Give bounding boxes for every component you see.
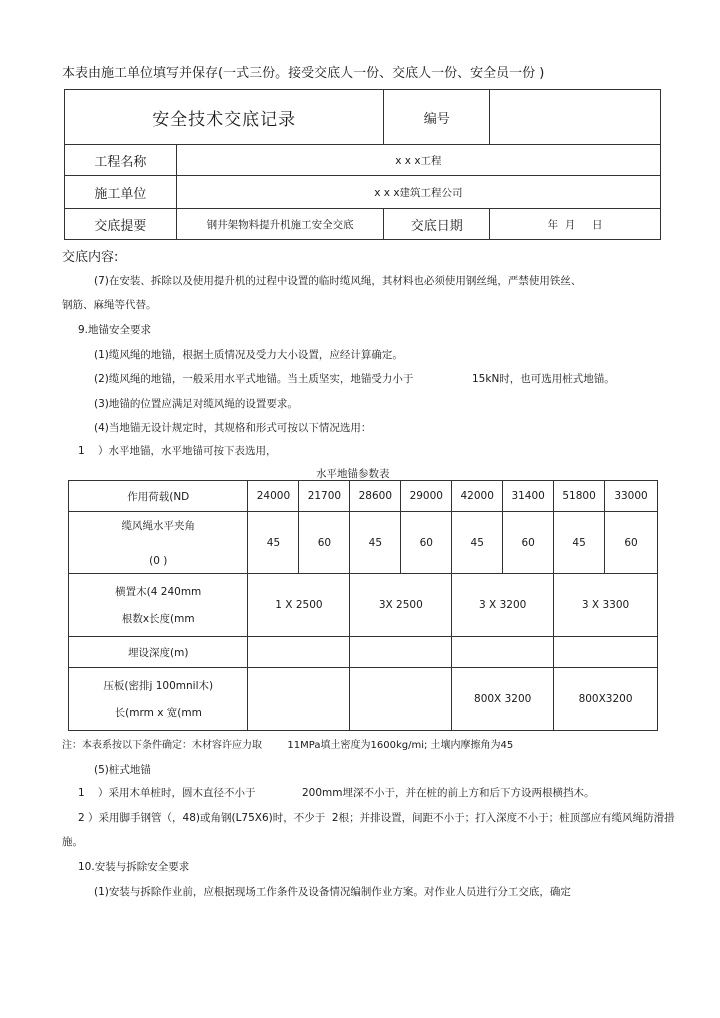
header-table xyxy=(64,89,661,240)
table-row xyxy=(69,481,658,512)
section-10-item-1: (1)安装与拆除作业前，应根据现场工作条件及设备情况编制作业方案。对作业人员进行分工交底，确定 xyxy=(94,886,571,898)
load-cell: 42000 xyxy=(452,481,503,512)
table-row xyxy=(69,574,658,637)
form-title: 安全技术交底记录 xyxy=(65,90,384,145)
plate-cell: 800X 3200 xyxy=(452,668,554,731)
depth-cell xyxy=(248,637,350,668)
load-cell: 21700 xyxy=(299,481,350,512)
angle-label-line2: (0 ) xyxy=(149,555,168,567)
angle-cell: 60 xyxy=(299,512,350,574)
section-9-item-3: (3)地锚的位置应满足对缆风绳的设置要求。 xyxy=(94,398,298,410)
angle-cell: 45 xyxy=(452,512,503,574)
load-cell: 51800 xyxy=(554,481,605,512)
section-9-item-4-1: 1 ）水平地锚，水平地锚可按下表选用， xyxy=(78,445,277,457)
table-row xyxy=(69,512,658,574)
depth-cell xyxy=(452,637,554,668)
anchor-parameter-table xyxy=(68,480,658,731)
summary-value: 钢井架物料提升机施工安全交底 xyxy=(176,209,384,240)
timber-cell: 1 X 2500 xyxy=(248,574,350,637)
load-cell: 31400 xyxy=(503,481,554,512)
timber-cell: 3 X 3200 xyxy=(452,574,554,637)
table-row xyxy=(69,668,658,731)
plate-label-line1: 压板(密排j 100mnil木) xyxy=(103,680,214,692)
number-value xyxy=(490,90,661,145)
plate-cell: 800X3200 xyxy=(554,668,658,731)
angle-cell: 60 xyxy=(605,512,658,574)
load-cell: 29000 xyxy=(401,481,452,512)
section-10-heading: 10.安装与拆除安全要求 xyxy=(78,861,190,873)
unit-label: 施工单位 xyxy=(65,176,177,209)
load-cell: 28600 xyxy=(350,481,401,512)
section-5-item-2-line1: 2 ）采用脚手钢管（，48)或角钢(L75X6)时，不少于 2根；并排设置，间距不小于；打入深度不小于；桩顶部应有缆风绳防滑措 xyxy=(78,812,675,824)
date-value: 年 月 日 xyxy=(490,209,661,240)
angle-cell: 60 xyxy=(503,512,554,574)
plate-label-line2: 长(mrm x 宽(mm xyxy=(114,707,202,719)
timber-label-line1: 横置木(4 240mm xyxy=(115,586,202,598)
load-label: 作用荷载(ND xyxy=(69,481,248,512)
timber-label-line2: 根数x长度(mm xyxy=(121,613,195,625)
table-caption: 水平地锚参数表 xyxy=(316,468,390,480)
unit-value: x x x建筑工程公司 xyxy=(176,176,660,209)
depth-cell xyxy=(554,637,658,668)
table-row xyxy=(69,637,658,668)
load-cell: 24000 xyxy=(248,481,299,512)
section-5-heading: (5)桩式地锚 xyxy=(94,764,151,776)
plate-label xyxy=(69,668,248,731)
paragraph-7-line1: (7)在安装、拆除以及使用提升机的过程中设置的临时缆风绳，其材料也必须使用钢丝绳，严禁使用铁丝、 xyxy=(94,275,582,287)
project-value: x x x工程 xyxy=(176,145,660,176)
summary-label: 交底提要 xyxy=(65,209,177,240)
timber-cell: 3 X 3300 xyxy=(554,574,658,637)
section-5-item-2-line2: 施。 xyxy=(62,836,83,848)
angle-label-line1: 缆风绳水平夹角 xyxy=(121,520,195,532)
depth-cell xyxy=(350,637,452,668)
section-9-item-2a: (2)缆风绳的地锚，一般采用水平式地锚。当土质坚实，地锚受力小于 xyxy=(94,373,414,385)
plate-cell xyxy=(350,668,452,731)
angle-cell: 60 xyxy=(401,512,452,574)
section-9-item-2b: 15kN时，也可选用桩式地锚。 xyxy=(472,373,615,385)
number-label: 编号 xyxy=(384,90,490,145)
angle-cell: 45 xyxy=(350,512,401,574)
section-5-item-1a: 1 ）采用木单桩时，圆木直径不小于 xyxy=(78,787,256,799)
load-cell: 33000 xyxy=(605,481,658,512)
angle-cell: 45 xyxy=(554,512,605,574)
section-9-item-4: (4)当地锚无设计规定时，其规格和形式可按以下情况选用： xyxy=(94,422,372,434)
paragraph-7-line2: 钢筋、麻绳等代替。 xyxy=(62,299,157,311)
section-9-heading: 9.地锚安全要求 xyxy=(78,324,152,336)
project-label: 工程名称 xyxy=(65,145,177,176)
table-footnote: 注：本表系按以下条件确定：木材容许应力取 11MPa填土密度为1600kg/mi; 土壤内摩擦角为45 xyxy=(62,740,514,751)
content-heading: 交底内容: xyxy=(62,250,119,265)
top-note: 本表由施工单位填写并保存(一式三份。接受交底人一份、交底人一份、安全员一份 ) xyxy=(62,66,545,81)
plate-cell xyxy=(248,668,350,731)
angle-cell: 45 xyxy=(248,512,299,574)
date-label: 交底日期 xyxy=(384,209,490,240)
angle-label xyxy=(69,512,248,574)
timber-cell: 3X 2500 xyxy=(350,574,452,637)
depth-label: 埋设深度(m) xyxy=(69,637,248,668)
timber-label xyxy=(69,574,248,637)
section-5-item-1b: 200mm埋深不小于，并在桩的前上方和后下方设两根横挡木。 xyxy=(302,787,595,799)
section-9-item-1: (1)缆风绳的地锚，根据土质情况及受力大小设置，应经计算确定。 xyxy=(94,349,403,361)
